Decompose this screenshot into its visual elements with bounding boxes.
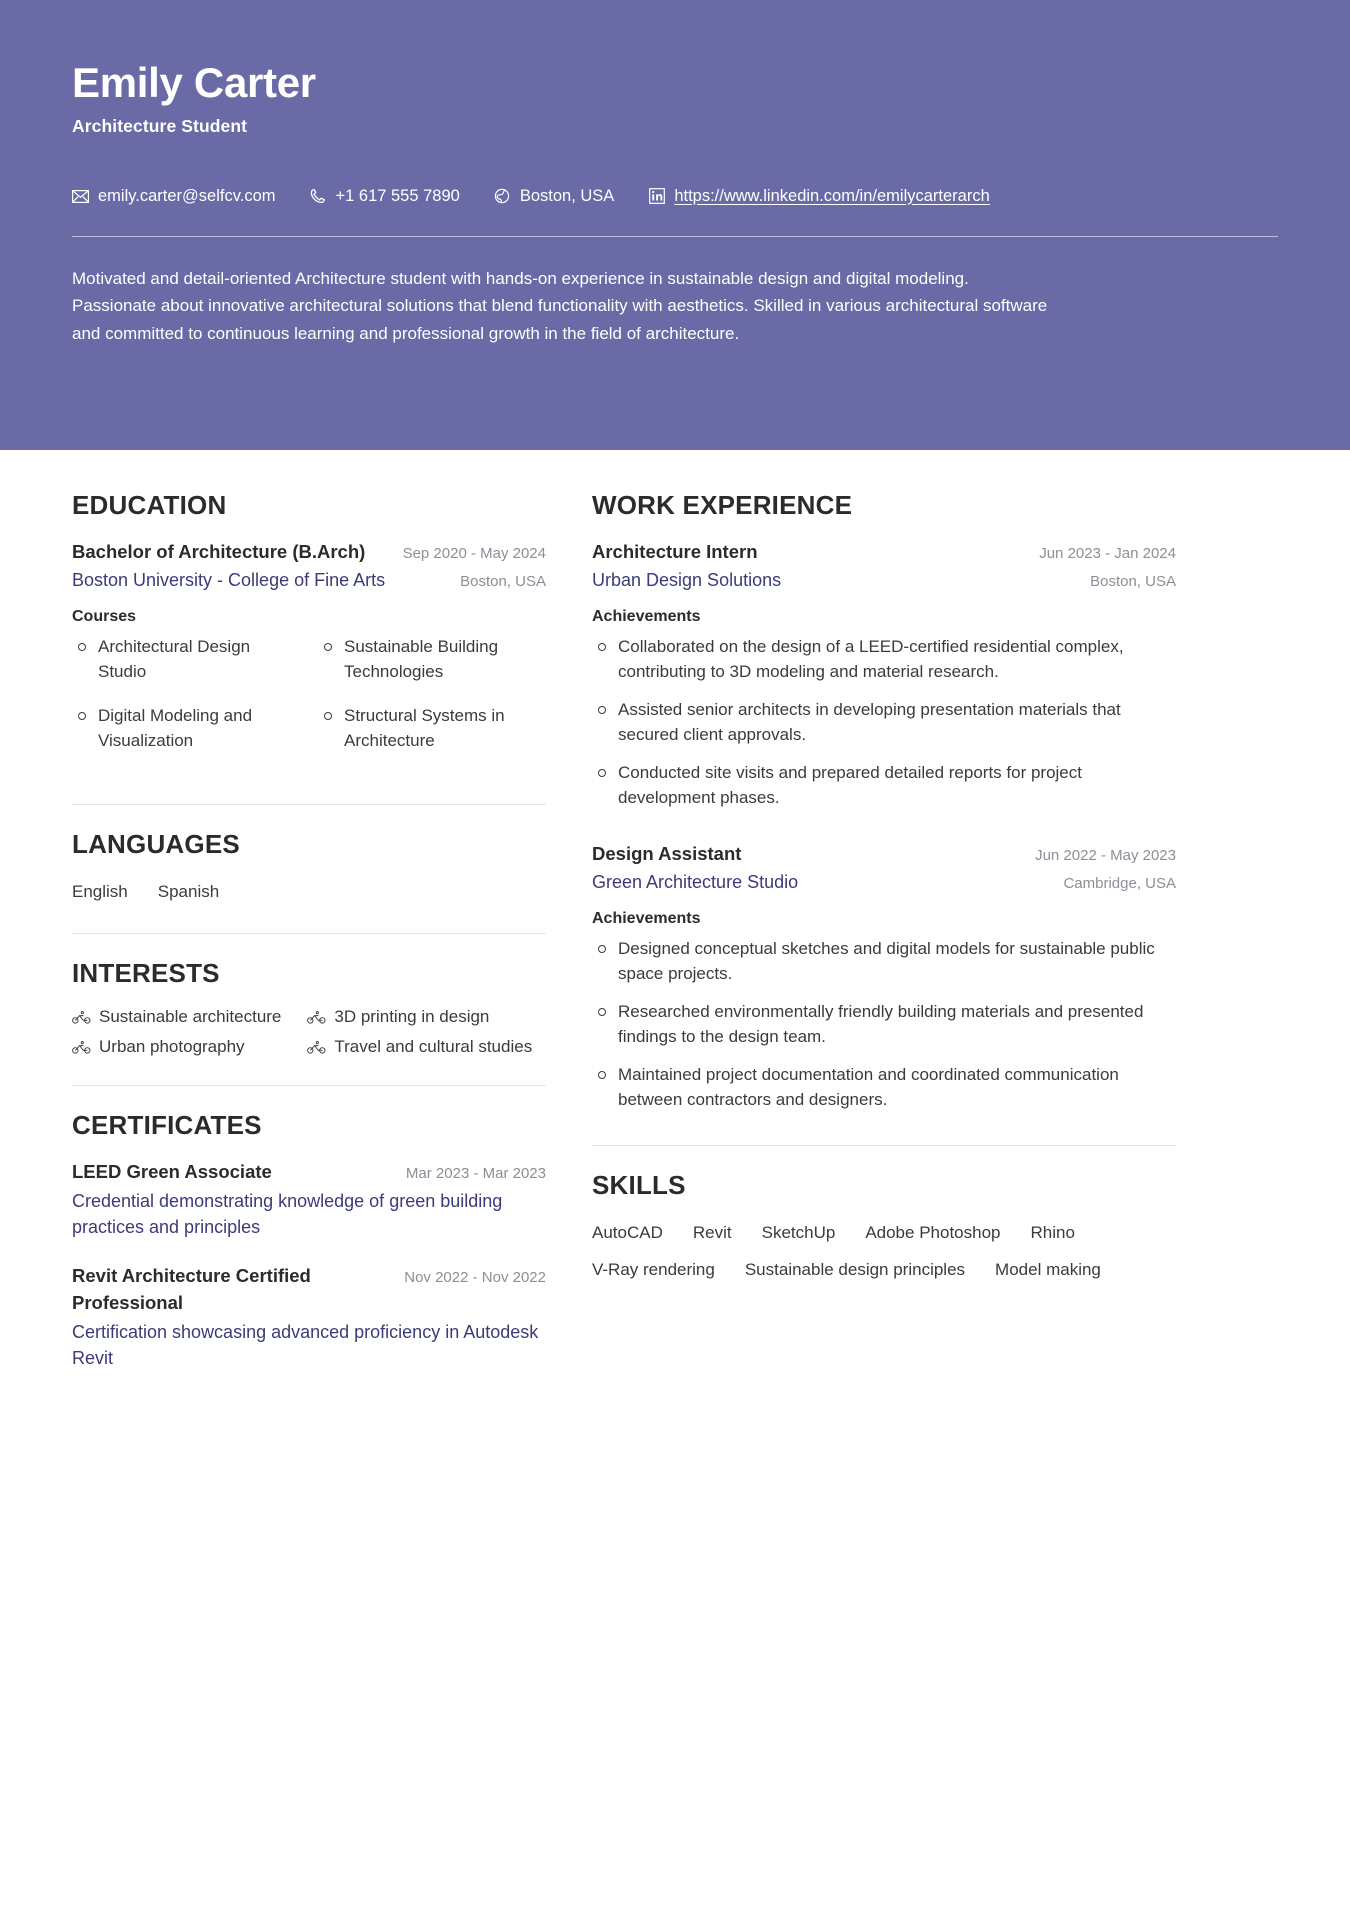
certificate-name: LEED Green Associate: [72, 1161, 272, 1182]
contact-email: [72, 187, 276, 206]
list-item: Collaborated on the design of a LEED-certified residential complex, contributing to 3D modeling and material research.: [592, 634, 1176, 685]
skill-item: SketchUp: [761, 1222, 836, 1242]
section-title-certificates: CERTIFICATES: [72, 1110, 262, 1140]
achievements-label: Achievements: [592, 607, 701, 625]
contact-location-text: Boston, USA: [519, 186, 615, 205]
education-degree: Bachelor of Architecture (B.Arch): [72, 541, 366, 562]
bicycle-icon: [307, 1039, 326, 1055]
skill-item: Sustainable design principles: [744, 1259, 966, 1279]
skill-item: Adobe Photoshop: [865, 1222, 1001, 1242]
section-education: [72, 490, 546, 782]
left-column: [72, 490, 546, 1382]
work-location: Cambridge, USA: [1063, 874, 1176, 892]
contact-phone-text: +1 617 555 7890: [335, 186, 460, 205]
globe-icon: [494, 188, 511, 205]
bicycle-icon: [72, 1009, 91, 1025]
list-item: Architectural Design Studio: [72, 634, 300, 685]
section-work-experience: [592, 490, 1176, 1123]
list-item: Assisted senior architects in developing presentation materials that secured client approvals.: [592, 697, 1176, 748]
contact-row: [72, 187, 1278, 236]
professional-headline: Architecture Student: [72, 115, 248, 136]
courses-list-col2: [318, 634, 546, 772]
achievements-list: [592, 634, 1176, 811]
skill-item: AutoCAD: [592, 1222, 663, 1242]
contact-email-text: emily.carter@selfcv.com: [98, 186, 276, 205]
contact-linkedin-link[interactable]: https://www.linkedin.com/in/emilycarterarch: [674, 186, 990, 205]
achievements-label: Achievements: [592, 909, 701, 927]
work-entry: [592, 539, 1176, 811]
certificate-entry: [72, 1263, 546, 1372]
bicycle-icon: [72, 1039, 91, 1055]
work-entry: [592, 841, 1176, 1113]
education-entry: [72, 539, 546, 772]
achievements-list: [592, 936, 1176, 1113]
language-item: Spanish: [157, 881, 220, 901]
section-interests: [72, 933, 546, 1063]
contact-location: [494, 187, 614, 206]
list-item: Sustainable Building Technologies: [318, 634, 546, 685]
page-title: Emily Carter: [72, 59, 316, 106]
list-item: Maintained project documentation and coordinated communication between contractors and designers.: [592, 1062, 1176, 1113]
courses-label: Courses: [72, 607, 137, 625]
phone-icon: [310, 188, 327, 205]
skill-item: Revit: [692, 1222, 732, 1242]
section-title-education: EDUCATION: [72, 490, 227, 520]
contact-linkedin[interactable]: [648, 187, 989, 206]
skill-item: Rhino: [1030, 1222, 1075, 1242]
section-languages: [72, 804, 546, 911]
list-item: Researched environmentally friendly building materials and presented findings to the design team.: [592, 999, 1176, 1050]
interest-item: [307, 1037, 532, 1057]
resume-header: [0, 0, 1350, 450]
list-item: Structural Systems in Architecture: [318, 703, 546, 754]
interest-item: [72, 1037, 281, 1057]
education-location: Boston, USA: [460, 572, 546, 590]
resume-body: [0, 450, 1350, 1382]
header-divider: [72, 236, 1278, 237]
work-company: Green Architecture Studio: [592, 871, 799, 892]
work-dates: Jun 2022 - May 2023: [1035, 846, 1176, 864]
interest-label: Sustainable architecture: [99, 1007, 282, 1026]
work-dates: Jun 2023 - Jan 2024: [1039, 545, 1176, 562]
education-dates: Sep 2020 - May 2024: [402, 545, 546, 562]
work-role: Architecture Intern: [592, 541, 758, 562]
courses-grid: [72, 634, 546, 772]
interest-label: Travel and cultural studies: [334, 1037, 533, 1056]
certificate-name: Revit Architecture Certified Professional: [72, 1265, 311, 1313]
envelope-icon: [72, 188, 89, 205]
section-title-work-experience: WORK EXPERIENCE: [592, 490, 853, 520]
profile-summary: Motivated and detail-oriented Architecture student with hands-on experience in sustainable design and digital modeling. Passionate about innovative architectural solutions that blend functionality with aesthetics. Skilled in various architectural software and committed to continuous learning and professional growth in the field of architecture.: [72, 268, 1048, 343]
section-title-skills: SKILLS: [592, 1169, 686, 1200]
certificate-entry: [72, 1159, 546, 1241]
section-title-interests: INTERESTS: [72, 958, 220, 988]
bicycle-icon: [307, 1009, 326, 1025]
skill-item: V-Ray rendering: [592, 1259, 715, 1279]
languages-list: [72, 878, 546, 905]
list-item: Digital Modeling and Visualization: [72, 703, 300, 754]
section-skills: [592, 1145, 1176, 1289]
certificate-dates: Mar 2023 - Mar 2023: [405, 1165, 546, 1182]
right-column: [592, 490, 1176, 1289]
work-location: Boston, USA: [1090, 572, 1176, 590]
certificate-description: Credential demonstrating knowledge of green building practices and principles: [72, 1190, 503, 1238]
skill-item: Model making: [995, 1259, 1101, 1279]
interests-list: [72, 1007, 546, 1057]
language-item: English: [72, 881, 128, 901]
work-company: Urban Design Solutions: [592, 569, 782, 590]
section-title-languages: LANGUAGES: [72, 828, 240, 859]
courses-list-col1: [72, 634, 300, 772]
list-item: Conducted site visits and prepared detailed reports for project development phases.: [592, 760, 1176, 811]
interest-label: 3D printing in design: [334, 1007, 490, 1026]
skills-list: [592, 1219, 1176, 1283]
certificate-dates: Nov 2022 - Nov 2022: [404, 1269, 546, 1287]
list-item: Designed conceptual sketches and digital models for sustainable public space projects.: [592, 936, 1176, 987]
contact-phone: [310, 187, 460, 206]
linkedin-icon: [648, 188, 665, 205]
section-certificates: [72, 1085, 546, 1382]
interest-label: Urban photography: [99, 1037, 245, 1056]
certificate-description: Certification showcasing advanced proficiency in Autodesk Revit: [72, 1321, 539, 1369]
education-institution: Boston University - College of Fine Arts: [72, 569, 386, 590]
interest-item: [72, 1007, 281, 1027]
interest-item: [307, 1007, 532, 1027]
work-role: Design Assistant: [592, 842, 742, 864]
